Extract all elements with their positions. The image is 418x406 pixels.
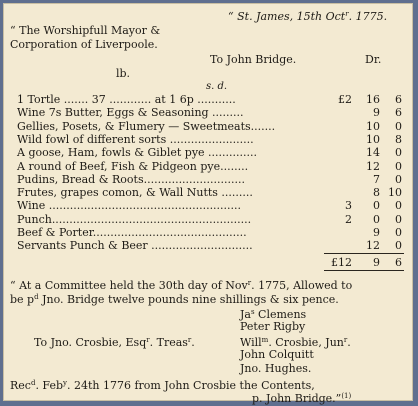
bill-item-row bbox=[4, 173, 414, 186]
bill-item-text: Gellies, Posets, & Flumery — Sweetmeats....... bbox=[17, 119, 276, 133]
bill-item-shillings: 10 bbox=[366, 132, 380, 146]
bill-item-shillings: 7 bbox=[373, 172, 380, 186]
bill-item-pence: 0 bbox=[395, 159, 402, 173]
place-date: “ St. James, 15th Oct$^r$. 1775. bbox=[228, 10, 388, 23]
bill-item-text: Wild fowl of different sorts ........................ bbox=[17, 132, 254, 146]
bill-item-shillings: 10 bbox=[366, 119, 380, 133]
total-pence: 6 bbox=[395, 256, 402, 269]
bill-item-pence: 6 bbox=[395, 93, 402, 106]
bill-item-text: A goose, Ham, fowls & Giblet pye .............. bbox=[17, 146, 258, 160]
bill-item-row bbox=[4, 213, 414, 226]
addressee-line-2: Corporation of Liverpoole. bbox=[10, 38, 158, 51]
bill-item-pence: 8 bbox=[395, 132, 402, 146]
bill-item-pence: 0 bbox=[395, 146, 402, 160]
bill-item-shillings: 12 bbox=[366, 239, 380, 253]
bill-item-pounds: £2 bbox=[338, 93, 352, 106]
bill-item-text: Wine ....................................................... bbox=[17, 199, 242, 213]
bill-item-text: Punch......................................................... bbox=[17, 212, 252, 226]
signatory-3: Will$^m$. Crosbie, Jun$^r$. bbox=[240, 336, 351, 349]
total-underline bbox=[324, 270, 404, 271]
bill-item-pence: 0 bbox=[395, 172, 402, 186]
bill-item-row bbox=[4, 199, 414, 212]
bill-item-pounds: 3 bbox=[345, 199, 352, 213]
signatory-4: John Colquitt bbox=[240, 348, 314, 361]
unit-shillings-pence: s. d. bbox=[206, 81, 228, 92]
bill-item-shillings: 14 bbox=[366, 146, 380, 160]
bill-item-row bbox=[4, 226, 414, 239]
bill-item-shillings: 16 bbox=[366, 93, 380, 106]
total-shillings: 9 bbox=[373, 256, 380, 269]
unit-lb: lb. bbox=[116, 67, 131, 80]
to-treasurer: To Jno. Crosbie, Esq$^r$. Treas$^r$. bbox=[34, 336, 195, 349]
bill-item-text: Servants Punch & Beer ............................. bbox=[17, 239, 253, 253]
bill-item-row bbox=[4, 239, 414, 252]
bill-item-shillings: 9 bbox=[373, 106, 380, 120]
bill-item-text: 1 Tortle ....... 37 ............ at 1 6p ........... bbox=[17, 93, 236, 106]
bill-item-pounds: 2 bbox=[345, 212, 352, 226]
committee-line-2: be $p^d$ Jno. Bridge twelve pounds nine shillings & six pence. bbox=[10, 293, 339, 306]
bill-item-pence: 0 bbox=[395, 239, 402, 253]
signatory-2: Peter Rigby bbox=[240, 320, 306, 333]
bill-item-row bbox=[4, 93, 414, 106]
bill-item-row bbox=[4, 160, 414, 173]
bill-item-text: Wine 7s Butter, Eggs & Seasoning ......... bbox=[17, 106, 244, 120]
bill-item-shillings: 8 bbox=[373, 186, 380, 200]
bill-item-pence: 6 bbox=[395, 106, 402, 120]
bill-item-pence: 0 bbox=[395, 226, 402, 239]
bill-item-text: A round of Beef, Fish & Pidgeon pye........ bbox=[17, 159, 249, 173]
debit-label: Dr. bbox=[365, 53, 382, 66]
bill-item-text: Beef & Porter............................................ bbox=[17, 226, 247, 239]
bill-item-row bbox=[4, 186, 414, 199]
signature-line: p. John Bridge.”$^{(1)}$ bbox=[252, 392, 352, 405]
bill-item-shillings: 12 bbox=[366, 159, 380, 173]
bill-item-row bbox=[4, 133, 414, 146]
bill-item-shillings: 9 bbox=[373, 226, 380, 239]
bill-item-pence: 0 bbox=[395, 212, 402, 226]
bill-item-text: Pudins, Bread & Roots............................. bbox=[17, 172, 245, 186]
bill-item-pence: 0 bbox=[395, 199, 402, 213]
signatory-1: Ja$^s$ Clemens bbox=[240, 308, 307, 321]
bill-item-row bbox=[4, 146, 414, 159]
bill-item-shillings: 0 bbox=[373, 212, 380, 226]
bill-item-pence: 0 bbox=[395, 119, 402, 133]
total-pounds: £12 bbox=[331, 256, 352, 269]
bill-item-text: Frutes, grapes comon, & Wall Nutts ......... bbox=[17, 186, 253, 200]
bill-item-row bbox=[4, 120, 414, 133]
bill-item-pence: 10 bbox=[388, 186, 402, 200]
total-row bbox=[4, 256, 414, 269]
bill-item-shillings: 0 bbox=[373, 199, 380, 213]
total-rule bbox=[324, 253, 404, 254]
bill-item-row bbox=[4, 106, 414, 119]
signatory-5: Jno. Hughes. bbox=[240, 362, 312, 375]
addressee-line-1: “ The Worshipfull Mayor & bbox=[10, 24, 161, 37]
receipt-line: Rec$^d$. Feb$^y$. 24th 1776 from John Crosbie the Contents, bbox=[10, 379, 315, 392]
document-page bbox=[3, 3, 413, 405]
committee-line-1: “ At a Committee held the 30th day of Nov$^r$. 1775, Allowed to bbox=[10, 279, 353, 292]
creditor-line: To John Bridge. bbox=[210, 53, 297, 66]
